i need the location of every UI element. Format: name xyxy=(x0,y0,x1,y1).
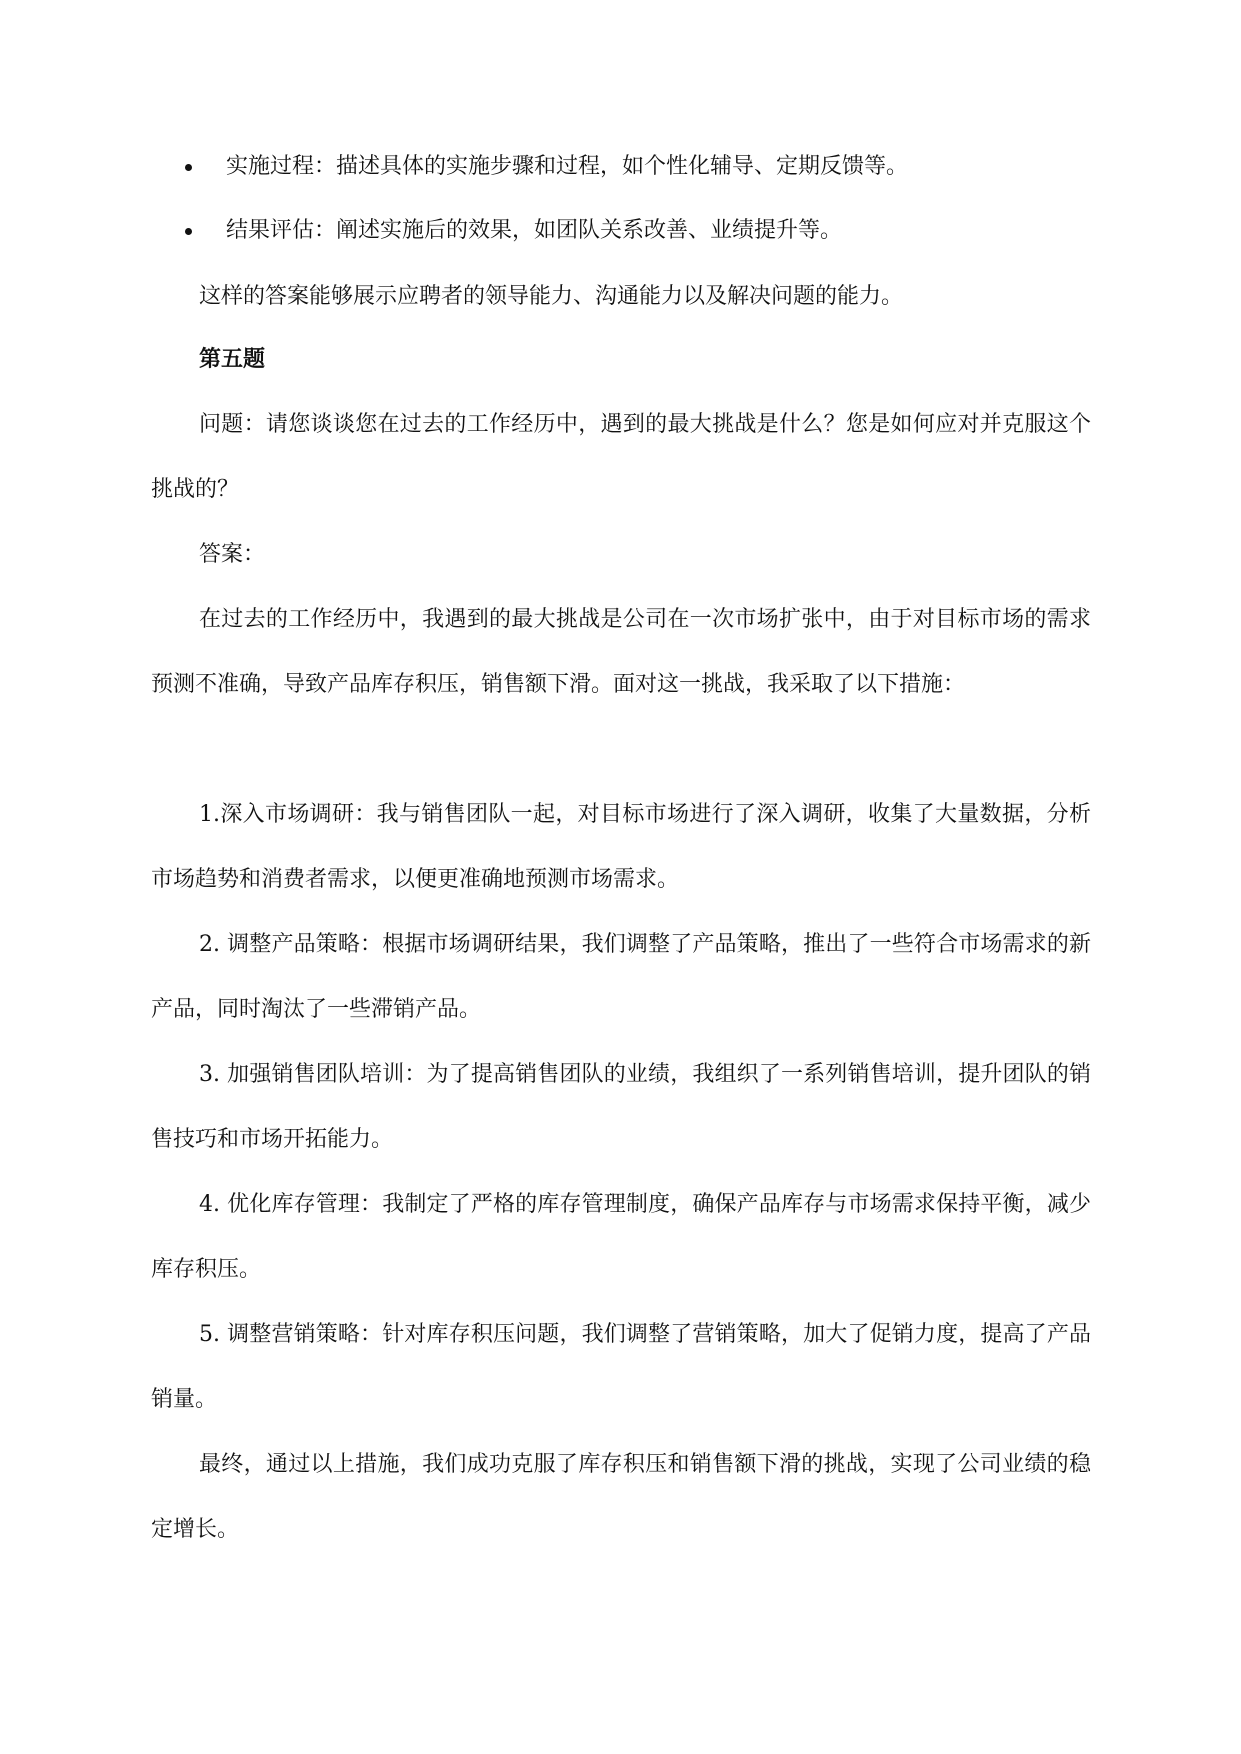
measure-item: 4. 优化库存管理：我制定了严格的库存管理制度，确保产品库存与市场需求保持平衡，减少库存积压。 xyxy=(151,1192,1091,1282)
answer-label: 答案： xyxy=(199,542,266,567)
conclusion-paragraph: 最终，通过以上措施，我们成功克服了库存积压和销售额下滑的挑战，实现了公司业绩的稳定增长。 xyxy=(151,1452,1091,1542)
question-paragraph: 问题：请您谈谈您在过去的工作经历中，遇到的最大挑战是什么？您是如何应对并克服这个挑战的？ xyxy=(151,412,1091,502)
summary-paragraph: 这样的答案能够展示应聘者的领导能力、沟通能力以及解决问题的能力。 xyxy=(199,284,904,309)
bullet-dot-icon xyxy=(185,228,192,235)
bullet-text: 结果评估：阐述实施后的效果，如团队关系改善、业绩提升等。 xyxy=(226,218,843,243)
section-heading: 第五题 xyxy=(199,346,266,372)
intro-paragraph: 在过去的工作经历中，我遇到的最大挑战是公司在一次市场扩张中，由于对目标市场的需求预测不准确，导致产品库存积压，销售额下滑。面对这一挑战，我采取了以下措施： xyxy=(151,607,1091,697)
measure-item: 3. 加强销售团队培训：为了提高销售团队的业绩，我组织了一系列销售培训，提升团队的销售技巧和市场开拓能力。 xyxy=(151,1062,1091,1152)
bullet-dot-icon xyxy=(185,164,192,171)
measure-item: 1.深入市场调研：我与销售团队一起，对目标市场进行了深入调研，收集了大量数据，分析市场趋势和消费者需求，以便更准确地预测市场需求。 xyxy=(151,802,1091,892)
measure-item: 5. 调整营销策略：针对库存积压问题，我们调整了营销策略，加大了促销力度，提高了产品销量。 xyxy=(151,1322,1091,1412)
measure-item: 2. 调整产品策略：根据市场调研结果，我们调整了产品策略，推出了一些符合市场需求的新产品，同时淘汰了一些滞销产品。 xyxy=(151,932,1091,1022)
bullet-text: 实施过程：描述具体的实施步骤和过程，如个性化辅导、定期反馈等。 xyxy=(226,154,909,179)
